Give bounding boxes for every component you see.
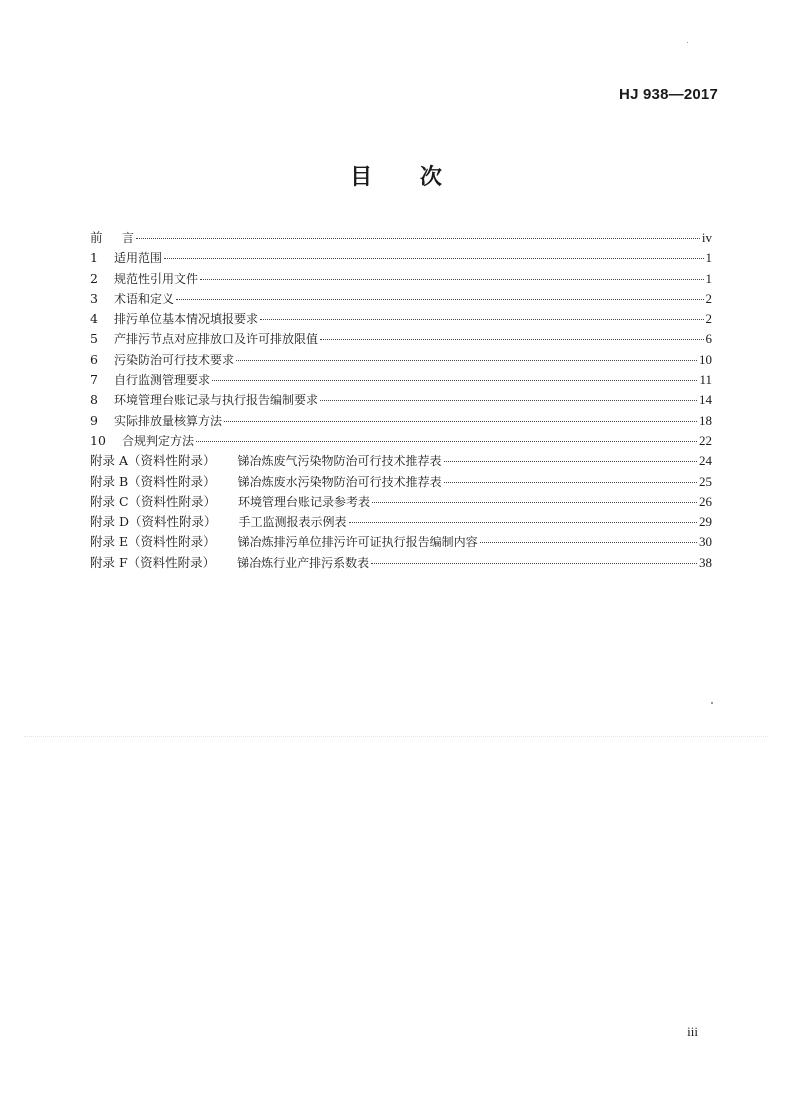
toc-entry-page: 38 <box>699 554 712 570</box>
standard-code: HJ 938—2017 <box>619 86 718 103</box>
toc-entry-label: 规范性引用文件 <box>114 271 199 286</box>
toc-entry-appendix-f[interactable] <box>90 553 712 573</box>
toc-entry-page: 29 <box>699 514 712 530</box>
toc-entry-page: 6 <box>705 331 712 347</box>
toc-dot-leader <box>224 421 697 422</box>
toc-entry-label: 污染防治可行技术要求 <box>114 352 235 367</box>
toc-entry-label: 环境管理台账记录与执行报告编制要求 <box>114 393 319 408</box>
toc-entry-number: 8 <box>90 392 98 408</box>
toc-entry[interactable] <box>90 390 712 410</box>
toc-entry-page: 2 <box>705 311 712 327</box>
toc-dot-leader <box>320 400 697 401</box>
toc-entry-label: 合规判定方法 <box>122 433 195 448</box>
toc-entry[interactable] <box>90 289 712 309</box>
toc-entry-page: 18 <box>699 412 712 428</box>
toc-entry-number: 4 <box>90 311 98 327</box>
toc-entry-label: 适用范围 <box>114 251 163 266</box>
toc-entry-label: 言 <box>122 231 135 245</box>
toc-entry-number: 前 <box>90 230 103 245</box>
page-title <box>0 160 792 191</box>
toc-dot-leader <box>480 542 697 543</box>
toc-entry-appendix-b[interactable] <box>90 472 712 492</box>
toc-entry-page: 1 <box>705 270 712 286</box>
toc-entry-foreword[interactable] <box>90 228 712 248</box>
toc-dot-leader <box>196 441 697 442</box>
toc-dot-leader <box>444 482 697 483</box>
toc-dot-leader <box>320 339 703 340</box>
toc-entry-appendix-a[interactable] <box>90 451 712 471</box>
toc-entry[interactable] <box>90 370 712 390</box>
toc-entry-number: 7 <box>90 372 98 388</box>
toc-entry-label: 锑冶炼废水污染物防治可行技术推荐表 <box>237 474 442 489</box>
page-number: iii <box>687 1024 698 1039</box>
toc-entry-number: 6 <box>90 351 98 367</box>
toc-entry-appendix-d[interactable] <box>90 512 712 532</box>
toc-dot-leader <box>349 522 697 523</box>
toc-entry[interactable] <box>90 269 712 289</box>
toc-entry-appendix-e[interactable] <box>90 532 712 552</box>
toc-dot-leader <box>236 360 697 361</box>
toc-entry-label: 锑冶炼行业产排污系数表 <box>237 555 370 570</box>
toc-entry-number: 5 <box>90 331 98 347</box>
table-of-contents <box>90 228 712 573</box>
toc-entry-label: 锑冶炼排污单位排污许可证执行报告编制内容 <box>237 535 478 550</box>
toc-dot-leader <box>164 258 703 259</box>
toc-entry[interactable] <box>90 329 712 349</box>
scan-speck <box>687 42 688 43</box>
toc-entry[interactable] <box>90 350 712 370</box>
toc-entry[interactable] <box>90 309 712 329</box>
toc-appendix-number: 附录 E（资料性附录） <box>90 534 216 550</box>
toc-entry-label: 自行监测管理要求 <box>114 373 211 388</box>
toc-entry-label: 实际排放量核算方法 <box>114 413 223 428</box>
toc-entry-page: iv <box>701 230 712 245</box>
toc-entry-page: 10 <box>699 351 712 367</box>
toc-appendix-number: 附录 C（资料性附录） <box>90 493 217 509</box>
toc-dot-leader <box>372 502 697 503</box>
toc-entry-label: 排污单位基本情况填报要求 <box>114 312 259 327</box>
toc-entry-page: 25 <box>699 473 712 489</box>
toc-dot-leader <box>444 461 697 462</box>
toc-entry[interactable] <box>90 431 712 451</box>
toc-appendix-number: 附录 A（资料性附录） <box>90 453 216 469</box>
toc-entry-label: 锑冶炼废气污染物防治可行技术推荐表 <box>237 454 442 469</box>
toc-entry-number: 2 <box>90 270 98 286</box>
toc-entry[interactable] <box>90 411 712 431</box>
toc-entry-label: 手工监测报表示例表 <box>238 515 347 530</box>
toc-dot-leader <box>200 279 703 280</box>
toc-entry-number: 10 <box>90 432 106 448</box>
toc-dot-leader <box>371 563 697 564</box>
toc-entry-number: 1 <box>90 250 98 266</box>
toc-entry-label: 产排污节点对应排放口及许可排放限值 <box>114 332 319 347</box>
toc-appendix-number: 附录 F（资料性附录） <box>90 554 216 570</box>
toc-entry-number: 3 <box>90 290 98 306</box>
toc-entry-label: 术语和定义 <box>114 291 175 306</box>
toc-dot-leader <box>260 319 703 320</box>
toc-appendix-number: 附录 D（资料性附录） <box>90 514 217 530</box>
toc-entry[interactable] <box>90 248 712 268</box>
toc-entry-page: 26 <box>699 493 712 509</box>
toc-dot-leader <box>212 380 697 381</box>
page-title-char-1: 目 <box>350 165 373 190</box>
toc-entry-page: 11 <box>699 372 712 388</box>
toc-entry-number: 9 <box>90 412 98 428</box>
scan-divider <box>24 736 768 737</box>
toc-dot-leader <box>176 299 703 300</box>
toc-entry-page: 22 <box>699 432 712 448</box>
toc-entry-page: 24 <box>699 453 712 469</box>
toc-entry-page: 1 <box>705 250 712 266</box>
toc-entry-page: 30 <box>699 534 712 550</box>
toc-entry-label: 环境管理台账记录参考表 <box>238 494 371 509</box>
toc-entry-page: 14 <box>699 392 712 408</box>
toc-dot-leader <box>136 238 700 239</box>
toc-entry-appendix-c[interactable] <box>90 492 712 512</box>
toc-appendix-number: 附录 B（资料性附录） <box>90 473 216 489</box>
toc-entry-page: 2 <box>705 290 712 306</box>
scan-speck <box>711 702 713 704</box>
page-title-char-2: 次 <box>419 165 442 190</box>
